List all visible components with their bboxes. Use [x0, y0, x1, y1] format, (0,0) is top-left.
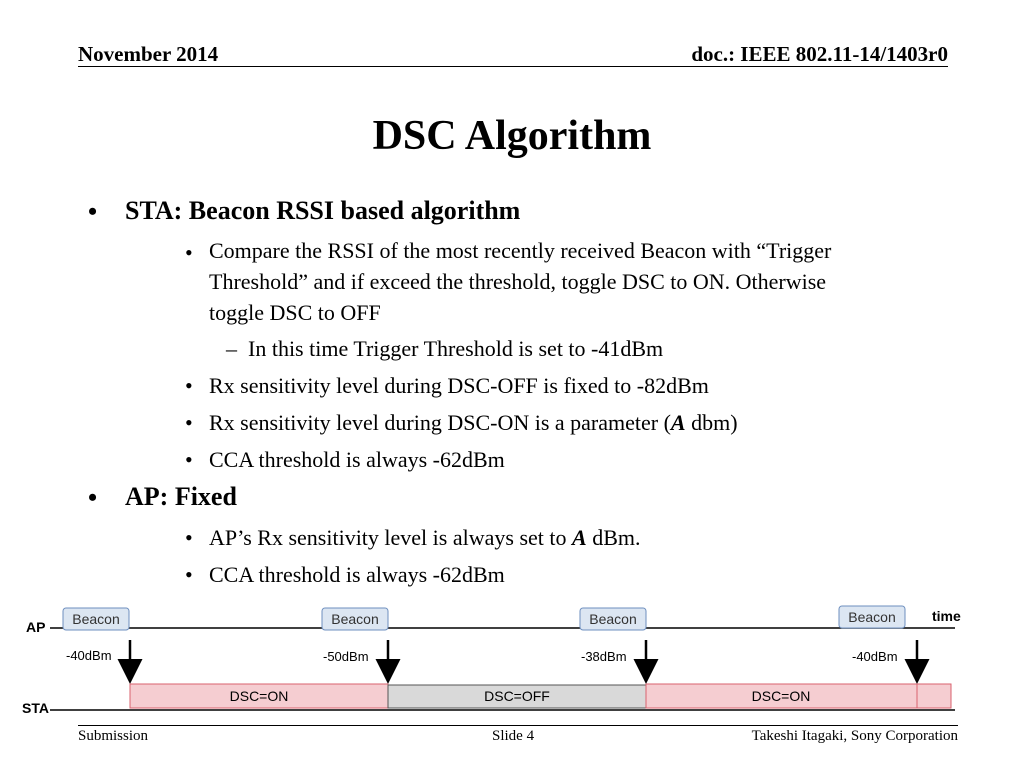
sub-bullet-dot: • — [185, 447, 193, 472]
footer-author: Takeshi Itagaki, Sony Corporation — [751, 728, 958, 744]
state-bar-on-2 — [646, 684, 917, 708]
rssi-label: -50dBm — [323, 649, 369, 664]
bullet-dot: • — [88, 483, 98, 512]
footer-rule — [78, 725, 958, 726]
beacon-3 — [580, 608, 646, 630]
variable-a: A — [572, 525, 587, 550]
beacon-label: Beacon — [848, 609, 896, 625]
beacon-label: Beacon — [331, 611, 379, 627]
variable-a: A — [670, 410, 686, 435]
rssi-label: -40dBm — [852, 649, 898, 664]
bullet-dot: • — [88, 197, 98, 226]
footer-submission: Submission — [78, 728, 149, 744]
time-label: time — [932, 608, 961, 624]
slide-title: DSC Algorithm — [372, 113, 652, 159]
ap-label: AP — [26, 619, 46, 635]
state-bar-tail — [917, 684, 951, 708]
text-line: Threshold” and if exceed the threshold, toggle DSC to ON. Otherwise — [209, 269, 827, 294]
text-line: toggle DSC to OFF — [209, 300, 381, 325]
footer-slide-number: Slide 4 — [492, 728, 535, 744]
sub-bullet-dot: • — [185, 373, 193, 398]
beacon-2 — [322, 608, 388, 630]
beacon-label: Beacon — [589, 611, 637, 627]
text-span: Rx sensitivity level during DSC-ON is a parameter ( — [209, 410, 671, 435]
rssi-label: -40dBm — [66, 648, 112, 663]
dash-marker: – — [226, 336, 237, 361]
text-line: Compare the RSSI of the most recently received Beacon with “Trigger — [209, 238, 832, 263]
text-span: dBm. — [586, 525, 641, 550]
sub-bullet-dot: • — [185, 562, 193, 587]
rssi-label: -38dBm — [581, 649, 627, 664]
sub-bullet-dot: • — [185, 525, 193, 550]
beacon-label: Beacon — [72, 611, 120, 627]
header-doc-id: doc.: IEEE 802.11-14/1403r0 — [691, 42, 948, 66]
beacon-4 — [839, 606, 905, 628]
sub-bullet-dot: • — [185, 240, 193, 265]
sub-bullet-text: Rx sensitivity level during DSC-OFF is fixed to -82dBm — [209, 373, 709, 398]
beacon-1 — [63, 608, 129, 630]
sub-bullet-dot: • — [185, 410, 193, 435]
state-bar-on-1 — [130, 684, 388, 708]
text-span: AP’s Rx sensitivity level is always set to — [209, 525, 572, 550]
bullet-heading-ap: AP: Fixed — [125, 482, 237, 511]
header-date: November 2014 — [78, 42, 219, 66]
state-label: DSC=OFF — [484, 688, 550, 704]
bullet-heading-sta: STA: Beacon RSSI based algorithm — [125, 196, 521, 225]
state-label: DSC=ON — [751, 688, 811, 704]
sta-label: STA — [22, 700, 49, 716]
dash-item-text: In this time Trigger Threshold is set to -41dBm — [248, 336, 664, 361]
sub-bullet-text: CCA threshold is always -62dBm — [209, 447, 505, 472]
state-label: DSC=ON — [229, 688, 289, 704]
state-bar-off — [388, 685, 646, 708]
text-span: dbm) — [685, 410, 738, 435]
sub-bullet-text: CCA threshold is always -62dBm — [209, 562, 505, 587]
